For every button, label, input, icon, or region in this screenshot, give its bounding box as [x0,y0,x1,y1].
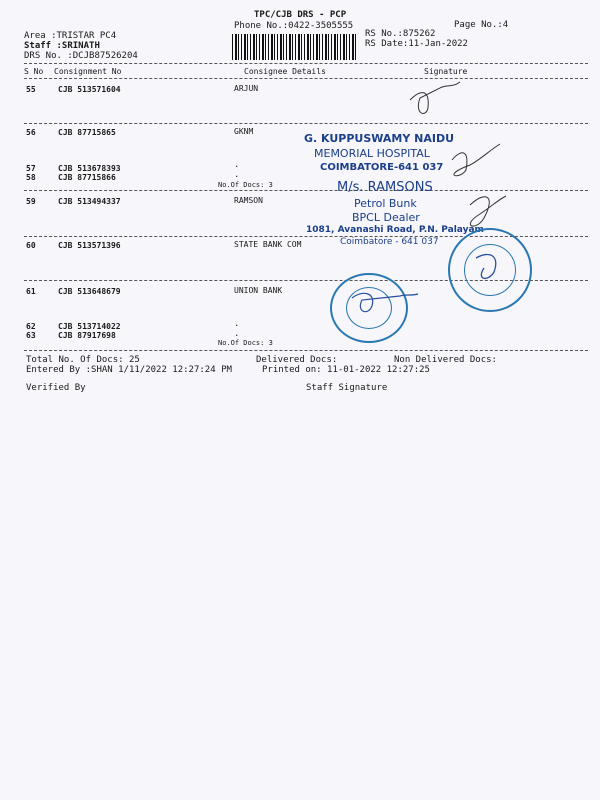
drs-number: DRS No. :DCJB87526204 [24,51,138,61]
rs-number: RS No.:875262 [365,29,436,39]
verified-by: Verified By [26,383,86,393]
docs-count-note: No.Of Docs: 3 [218,181,273,189]
row-58-sno: 58 [26,173,36,182]
row-56-consignment: CJB 87715865 [58,128,116,137]
docs-count-note: No.Of Docs: 3 [218,339,273,347]
row-61-sno: 61 [26,287,36,296]
row-63-sno: 63 [26,331,36,340]
col-consignment: Consignment No [54,67,122,76]
row-63-consignment: CJB 87917698 [58,331,116,340]
hospital-stamp-line2: MEMORIAL HOSPITAL [314,147,430,160]
staff-signature-label: Staff Signature [306,383,388,393]
row-57-sno: 57 [26,164,36,173]
row-60-consignment: CJB 513571396 [58,241,121,250]
row-57-consignment: CJB 513678393 [58,164,121,173]
ramsons-stamp-line4: 1081, Avanashi Road, P.N. Palayam [306,225,484,235]
staff-label: Staff :SRINATH [24,41,100,51]
row-60-sno: 60 [26,241,36,250]
col-signature: Signature [424,67,468,76]
ramsons-stamp-line5: Coimbatore - 641 037 [340,237,439,247]
col-sno: S No [24,67,44,76]
row-59-consignment: CJB 513494337 [58,197,121,206]
row-62-sno: 62 [26,322,36,331]
printed-on: Printed on: 11-01-2022 12:27:25 [262,365,430,375]
row-62-consignment: CJB 513714022 [58,322,121,331]
document-title: TPC/CJB DRS - PCP [254,10,347,20]
page-number: Page No.:4 [454,20,509,30]
ramsons-stamp-line2: Petrol Bunk [354,197,417,210]
non-delivered-docs: Non Delivered Docs: [394,355,497,365]
hospital-stamp-line1: G. KUPPUSWAMY NAIDU [304,132,455,145]
row-58-consignment: CJB 87715866 [58,173,116,182]
area-label: Area :TRISTAR PC4 [24,31,117,41]
total-docs: Total No. Of Docs: 25 [26,355,140,365]
row-59-consignee: RAMSON [234,196,263,205]
row-59-sno: 59 [26,197,36,206]
hospital-stamp-line3: COIMBATORE-641 037 [320,162,444,173]
ramsons-stamp-line3: BPCL Dealer [352,211,420,224]
row-61-consignment: CJB 513648679 [58,287,121,296]
entered-by: Entered By :SHAN 1/11/2022 12:27:24 PM [26,365,232,375]
row-56-sno: 56 [26,128,36,137]
row-61-consignee: UNION BANK [234,286,283,295]
row-62-mark: . [234,319,240,329]
phone-number: Phone No.:0422-3505555 [234,21,354,31]
row-60-consignee: STATE BANK COM [234,240,302,249]
rs-date: RS Date:11-Jan-2022 [365,39,468,49]
row-55-sno: 55 [26,85,36,94]
row-58-mark: . [234,170,240,180]
col-consignee: Consignee Details [244,67,326,76]
row-56-consignee: GKNM [234,127,254,136]
row-55-consignee: ARJUN [234,84,259,93]
row-55-consignment: CJB 513571604 [58,85,121,94]
delivered-docs: Delivered Docs: [256,355,338,365]
row-57-mark: . [234,160,240,170]
ramsons-stamp-line1: M/s. RAMSONS [337,180,433,195]
row-63-mark: . [234,329,240,339]
